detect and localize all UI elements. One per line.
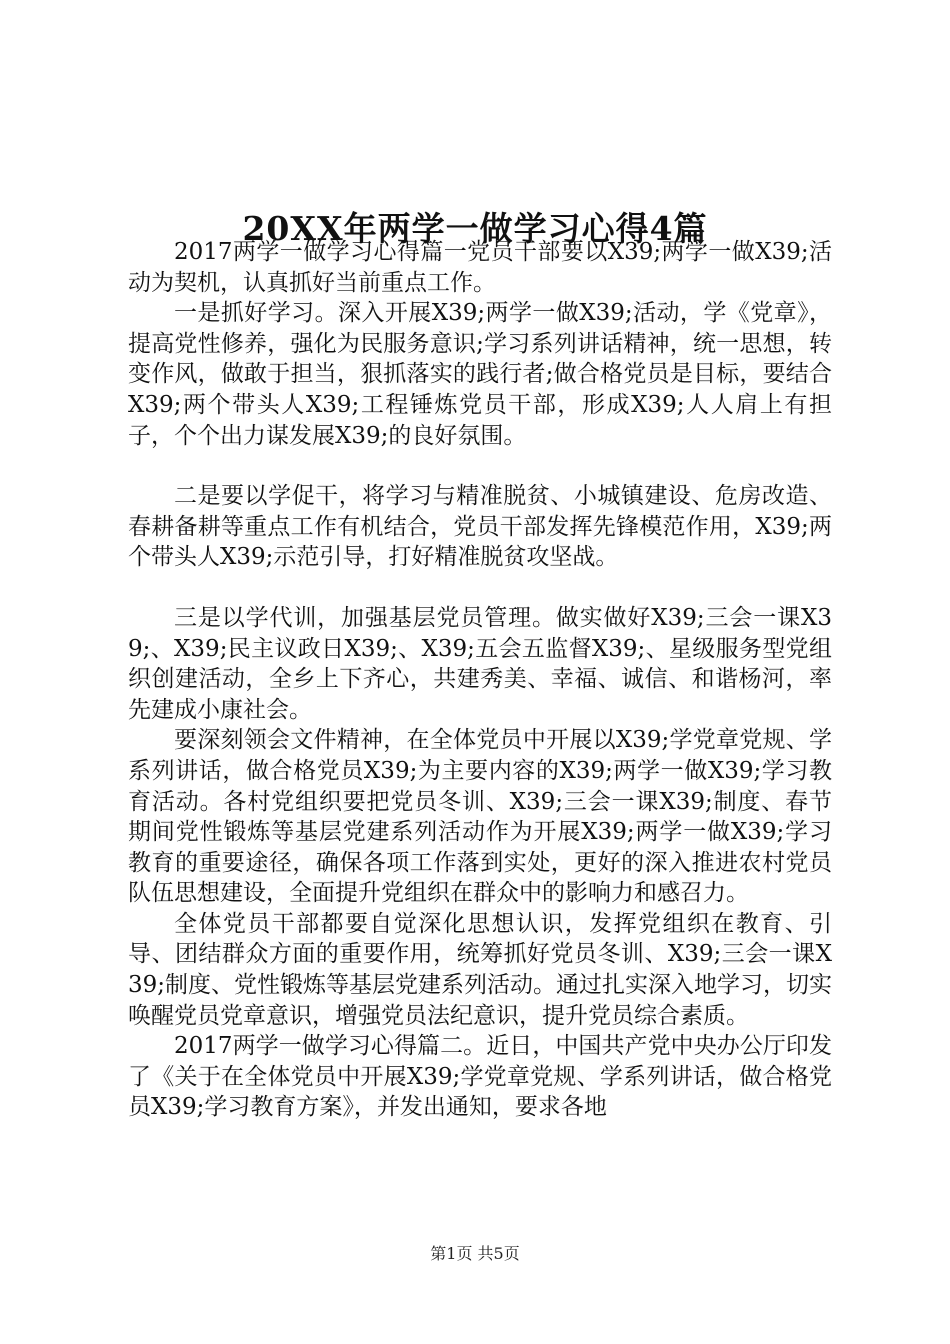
paragraph-intro: 2017两学一做学习心得篇一党员干部要以X39;两学一做X39;活动为契机，认真抓好当前重点工作。: [128, 239, 832, 296]
paragraph-document-spirit: 要深刻领会文件精神，在全体党员中开展以X39;学党章党规、学系列讲话，做合格党员X39;为主要内容的X39;两学一做X39;学习教育活动。各村党组织要把党员冬训、X39;三会一课X39;制度、春节期间党性锻炼等基层党建系列活动作为开展X39;两学一做X39;学习教育的重要途径，确保各项工作落到实处，更好的深入推进农村党员队伍思想建设，全面提升党组织在群众中的影响力和感召力。: [128, 727, 832, 907]
paragraph-article-two: 2017两学一做学习心得篇二。近日，中国共产党中央办公厅印发了《关于在全体党员中开展X39;学党章党规、学系列讲话，做合格党员X39;学习教育方案》，并发出通知，要求各地: [128, 1033, 832, 1121]
paragraph-point-two: 二是要以学促干，将学习与精准脱贫、小城镇建设、危房改造、春耕备耕等重点工作有机结合，党员干部发挥先锋模范作用，X39;两个带头人X39;示范引导，打好精准脱贫攻坚战。: [128, 483, 832, 571]
paragraph-point-one: 一是抓好学习。深入开展X39;两学一做X39;活动，学《党章》，提高党性修养，强化为民服务意识;学习系列讲话精神，统一思想，转变作风，做敢于担当，狠抓落实的践行者;做合格党员是目标，要结合X39;两个带头人X39;工程锤炼党员干部，形成X39;人人肩上有担子，个个出力谋发展X39;的良好氛围。: [128, 300, 832, 449]
page-number-footer: 第1页 共5页: [430, 1244, 520, 1263]
document-title: 20XX年两学一做学习心得4篇: [242, 209, 708, 249]
paragraph-point-three: 三是以学代训，加强基层党员管理。做实做好X39;三会一课X39;、X39;民主议政日X39;、X39;五会五监督X39;、星级服务型党组织创建活动，全乡上下齐心，共建秀美、幸福、诚信、和谐杨河，率先建成小康社会。: [128, 604, 832, 723]
paragraph-all-members: 全体党员干部都要自觉深化思想认识，发挥党组织在教育、引导、团结群众方面的重要作用，统筹抓好党员冬训、X39;三会一课X39;制度、党性锻炼等基层党建系列活动。通过扎实深入地学习，切实唤醒党员党章意识，增强党员法纪意识，提升党员综合素质。: [128, 910, 833, 1029]
document-body: [128, 237, 832, 1123]
